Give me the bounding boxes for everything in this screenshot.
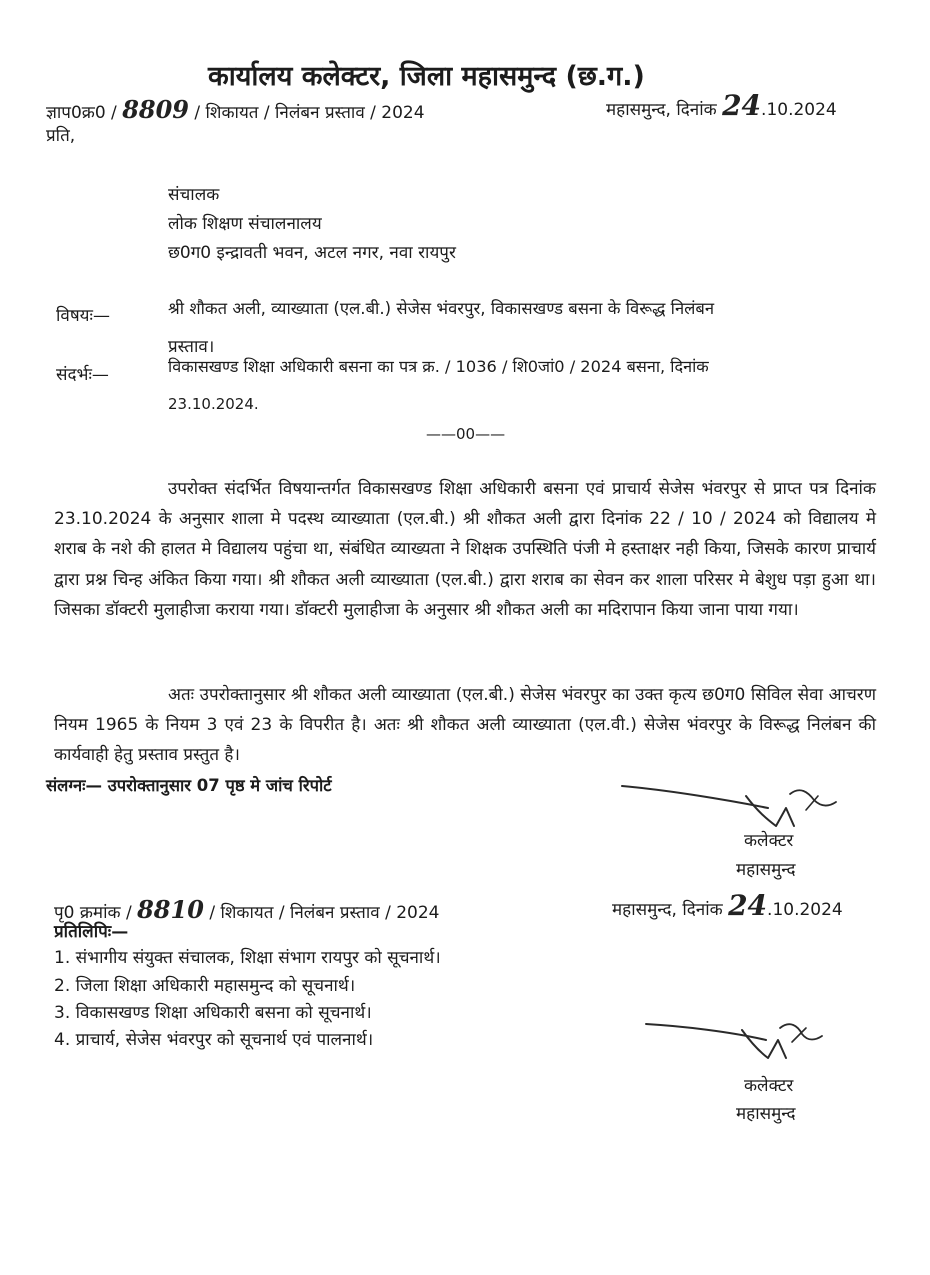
office-title: कार्यालय कलेक्टर, जिला महासमुन्द (छ.ग.) xyxy=(208,61,645,92)
copy-ref-suffix: / शिकायत / निलंबन प्रस्ताव / 2024 xyxy=(209,903,440,923)
copies-item: 4. प्राचार्य, सेजेस भंवरपुर को सूचनार्थ एवं पालनार्थ। xyxy=(54,1030,374,1050)
signature-1-place: महासमुन्द xyxy=(736,860,796,880)
recipient-line-1: संचालक xyxy=(168,185,220,205)
signature-2-title: कलेक्टर xyxy=(744,1076,794,1096)
recipient-line-3: छ0ग0 इन्द्रावती भवन, अटल नगर, नवा रायपुर xyxy=(168,243,456,263)
signature-2 xyxy=(642,1012,842,1082)
reference-label: संदर्भः— xyxy=(56,365,109,385)
copies-item: 3. विकासखण्ड शिक्षा अधिकारी बसना को सूचनार्थ। xyxy=(54,1003,372,1023)
reference-line-2: 23.10.2024. xyxy=(168,395,259,413)
letter-date-prefix: महासमुन्द, दिनांक xyxy=(606,100,717,120)
copies-label: प्रतिलिपिः— xyxy=(54,922,129,942)
letter-date-day-handwritten: 24 xyxy=(722,89,762,122)
signature-1-title: कलेक्टर xyxy=(744,831,794,851)
copy-date-rest: .10.2024 xyxy=(767,900,843,920)
subject-line-1: श्री शौकत अली, व्याख्याता (एल.बी.) सेजेस भंवरपुर, विकासखण्ड बसना के विरूद्ध निलंबन xyxy=(168,299,715,318)
copy-date-day-handwritten: 24 xyxy=(728,889,768,922)
signature-1 xyxy=(618,772,858,852)
body-paragraph-1: उपरोक्त संदर्भित विषयान्तर्गत विकासखण्ड शिक्षा अधिकारी बसना एवं प्राचार्य सेजेस भंवरपुर से प्राप्त पत्र दिनांक 23.10.2024 के अनुसार शाला मे पदस्थ व्याख्याता (एल.बी.) श्री शौकत अली द्वारा दिनांक 22 / 10 / 2024 को विद्यालय मे शराब के नशे की हालत मे विद्यालय पहुंचा था, संबंधित व्याख्यता ने शिक्षक उपस्थिति पंजी मे हस्ताक्षर नही किया, जिसके कारण प्राचार्य द्वारा प्रश्न चिन्ह अंकित किया गया। श्री शौकत अली व्याख्याता (एल.बी.) द्वारा शराब का सेवन कर शाला परिसर मे बेशुध पड़ा हुआ था। जिसका डॉक्टरी मुलाहीजा कराया गया। डॉक्टरी मुलाहीजा के अनुसार श्री शौकत अली का मदिरापान किया जाना पाया गया। xyxy=(54,479,876,620)
copy-ref-line xyxy=(54,895,440,924)
copy-date xyxy=(612,889,843,922)
copy-ref-number-handwritten: 8810 xyxy=(137,895,204,924)
copies-item: 1. संभागीय संयुक्त संचालक, शिक्षा संभाग रायपुर को सूचनार्थ। xyxy=(54,948,441,968)
copy-ref-prefix: पृ0 क्रमांक / xyxy=(54,903,132,923)
letter-ref-number-handwritten: 8809 xyxy=(122,95,189,124)
signature-2-place: महासमुन्द xyxy=(736,1104,796,1124)
subject-label: विषयः— xyxy=(56,306,110,326)
letter-date xyxy=(606,89,837,122)
prati-label: प्रति, xyxy=(46,126,76,146)
reference-line-1: विकासखण्ड शिक्षा अधिकारी बसना का पत्र क्र. / 1036 / शि0जां0 / 2024 बसना, दिनांक xyxy=(168,357,709,376)
separator: ——00—— xyxy=(426,425,506,443)
letter-ref-line xyxy=(46,95,425,124)
letter-ref-suffix: / शिकायत / निलंबन प्रस्ताव / 2024 xyxy=(194,103,425,123)
letter-ref-prefix: ज्ञाप0क्र0 / xyxy=(46,103,117,123)
enclosure-note: संलग्नः— उपरोक्तानुसार 07 पृष्ठ मे जांच रिपोर्ट xyxy=(46,776,332,795)
copy-date-prefix: महासमुन्द, दिनांक xyxy=(612,900,723,920)
copies-item: 2. जिला शिक्षा अधिकारी महासमुन्द को सूचनार्थ। xyxy=(54,976,356,996)
letter-date-rest: .10.2024 xyxy=(761,100,837,120)
body-paragraph-2: अतः उपरोक्तानुसार श्री शौकत अली व्याख्याता (एल.बी.) सेजेस भंवरपुर का उक्त कृत्य छ0ग0 सिविल सेवा आचरण नियम 1965 के नियम 3 एवं 23 के विपरीत है। अतः श्री शौकत अली व्याख्याता (एल.वी.) सेजेस भंवरपुर के विरूद्ध निलंबन की कार्यवाही हेतु प्रस्ताव प्रस्तुत है। xyxy=(54,685,876,766)
subject-line-2: प्रस्ताव। xyxy=(168,337,215,357)
recipient-line-2: लोक शिक्षण संचालनालय xyxy=(168,214,322,234)
